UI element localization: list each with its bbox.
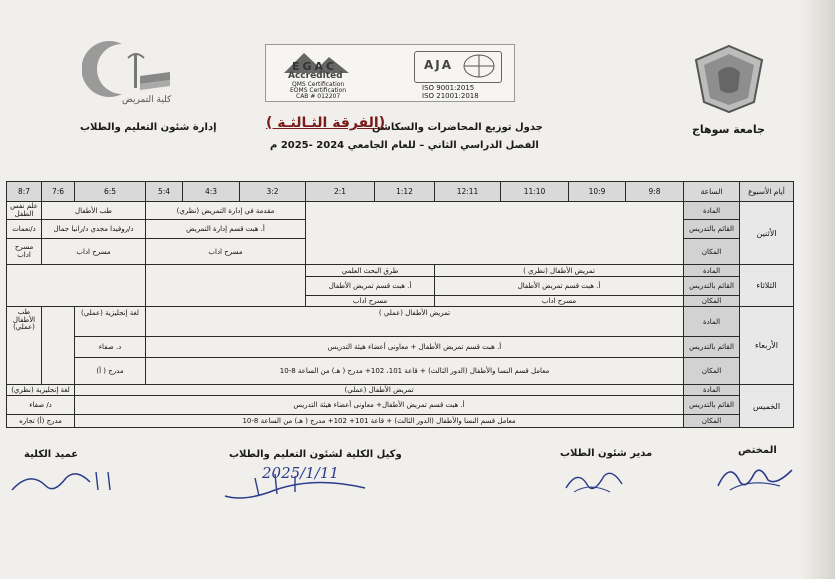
tue-c1-teacher: أ. هبت قسم تمريض الأطفال (435, 277, 684, 296)
header-4-3: 4:3 (183, 182, 240, 202)
faculty-of-nursing-logo (82, 36, 190, 106)
wed-last-subject: طب الأطفال (عملي) (7, 307, 42, 385)
mon-c2-subject: طب الأطفال (42, 202, 146, 220)
thu-main-place: معامل قسم النسا والأطفال (الدور الثالث) + قاعة 101+ 102+ مدرج ( هـ) من الساعة 8-10 (75, 415, 684, 428)
thursday-place-row (7, 415, 794, 428)
sohag-university-logo (688, 42, 770, 116)
tue-c2-subject: طرق البحث العلمي (306, 265, 435, 277)
day-monday: الأثنين (740, 202, 794, 265)
accredited-label: Accredited (288, 71, 343, 81)
wed-eng-subject: لغة إنجليزية (عملي) (75, 307, 146, 337)
wed-gap (42, 307, 75, 385)
aja-label: AJA (424, 58, 454, 72)
mon-c1-teacher: أ. هبت قسم إدارة التمريض (146, 220, 306, 239)
header-1-12: 1:12 (375, 182, 435, 202)
thursday-subject-row (7, 385, 794, 396)
header-8-7: 8:7 (7, 182, 42, 202)
mon-label-subject: المادة (684, 202, 740, 220)
header-11-10: 11:10 (501, 182, 569, 202)
mon-empty-block (306, 202, 684, 265)
title-level: (الفرقة الثـالثـة ) (266, 115, 386, 131)
wed-label-subject: المادة (684, 307, 740, 337)
specialist-label: المختص (738, 445, 777, 456)
thu-eng-place: مدرج (أ) تجاره (7, 415, 75, 428)
handwritten-date: 2025/1/11 (262, 464, 339, 482)
mon-c3-teacher: د/نعمات (7, 220, 42, 239)
wed-label-place: المكان (684, 358, 740, 385)
dean-signature (6, 462, 126, 498)
thu-label-place: المكان (684, 415, 740, 428)
thu-main-subject: تمريض الأطفال (عملي) (75, 385, 684, 396)
wednesday-teacher-row (7, 337, 794, 358)
university-name: جامعة سوهاج (692, 123, 765, 136)
header-10-9: 10:9 (569, 182, 626, 202)
faculty-logo-caption: كلية التمريض (122, 95, 172, 105)
header-2-1: 2:1 (306, 182, 375, 202)
header-9-8: 9:8 (626, 182, 684, 202)
thu-eng-subject: لغة إنجليزية (نظري) (7, 385, 75, 396)
title-prefix: جدول توزيع المحاضرات والسكاشن (372, 122, 543, 133)
header-5-4: 5:4 (146, 182, 183, 202)
thu-label-teacher: القائم بالتدريس (684, 396, 740, 415)
mon-c2-place: مسرح اداب (42, 239, 146, 265)
dean-label: عميد الكلية (24, 449, 79, 460)
wednesday-place-row (7, 358, 794, 385)
header-6-5: 6:5 (75, 182, 146, 202)
students-director-signature (560, 462, 630, 498)
day-thursday: الخميس (740, 385, 794, 428)
header-12-11: 12:11 (435, 182, 501, 202)
qms-label: QMS Certification (292, 81, 345, 88)
tue-label-teacher: القائم بالتدريس (684, 277, 740, 296)
header-hour: الساعة (684, 182, 740, 202)
tue-c2-place: مسرح اداب (306, 296, 435, 307)
department-name: إدارة شئون التعليم والطلاب (80, 122, 217, 133)
mon-c3-place: مسرح اداب (7, 239, 42, 265)
mon-label-place: المكان (684, 239, 740, 265)
tue-label-place: المكان (684, 296, 740, 307)
time-header-row (7, 182, 794, 202)
day-tuesday: الثلاثاء (740, 265, 794, 307)
page-edge-shadow (800, 0, 835, 579)
mon-c2-teacher: د/روفيدا مجدي د/رانيا جمال (42, 220, 146, 239)
semester-subtitle: الفصل الدراسي الثاني – للعام الجامعي 2024 -2025 م (270, 140, 539, 151)
wednesday-subject-row (7, 307, 794, 337)
students-director-label: مدير شئون الطلاب (560, 448, 653, 459)
globe-icon (462, 53, 496, 79)
mon-c3-subject: علم نفس الطفل (7, 202, 42, 220)
wed-label-teacher: القائم بالتدريس (684, 337, 740, 358)
tue-c1-place: مسرح اداب (435, 296, 684, 307)
thu-eng-teacher: د/ صفاء (7, 396, 75, 415)
wed-eng-place: مدرج ( أ) (75, 358, 146, 385)
mon-c1-subject: مقدمة في إدارة التمريض (نظري) (146, 202, 306, 220)
thu-label-subject: المادة (684, 385, 740, 396)
egac-label: EGAC (292, 60, 338, 73)
day-wednesday: الأربعاء (740, 307, 794, 385)
accreditation-badges (265, 44, 515, 102)
monday-subject-row (7, 202, 794, 220)
wed-main-teacher: أ. هبت قسم تمريض الأطفال + معاونى أعضاء هيئة التدريس (146, 337, 684, 358)
schedule-table (6, 181, 794, 428)
tue-empty-mid (146, 265, 306, 307)
tue-empty-late (7, 265, 146, 307)
thu-main-teacher: أ. هبت قسم تمريض الأطفال+ معاونى أعضاء هيئة التدريس (75, 396, 684, 415)
mon-c1-place: مسرح اداب (146, 239, 306, 265)
header-weekdays: أيام الأسبوع (740, 182, 794, 202)
tue-c1-subject: تمريض الأطفال (نظري ) (435, 265, 684, 277)
eoms-label: EOMS Certification (290, 87, 347, 94)
tuesday-subject-row (7, 265, 794, 277)
iso-21001-label: ISO 21001:2018 (422, 92, 479, 100)
wed-eng-teacher: د. صفاء (75, 337, 146, 358)
tue-c2-teacher: أ. هبت قسم تمريض الأطفال (306, 277, 435, 296)
thursday-teacher-row (7, 396, 794, 415)
cab-label: CAB # 012207 (296, 93, 341, 100)
vice-dean-label: وكيل الكلية لشئون التعليم والطلاب (229, 449, 402, 460)
tue-label-subject: المادة (684, 265, 740, 277)
header-3-2: 3:2 (240, 182, 306, 202)
wed-main-place: معامل قسم النسا والأطفال (الدور الثالث) + قاعة 101، 102+ مدرج ( هـ) من الساعة 8-10 (146, 358, 684, 385)
iso-9001-label: ISO 9001:2015 (422, 84, 475, 92)
header-7-6: 7:6 (42, 182, 75, 202)
mon-label-teacher: القائم بالتدريس (684, 220, 740, 239)
specialist-signature (710, 456, 800, 496)
wed-main-subject: تمريض الأطفال (عملي ) (146, 307, 684, 337)
